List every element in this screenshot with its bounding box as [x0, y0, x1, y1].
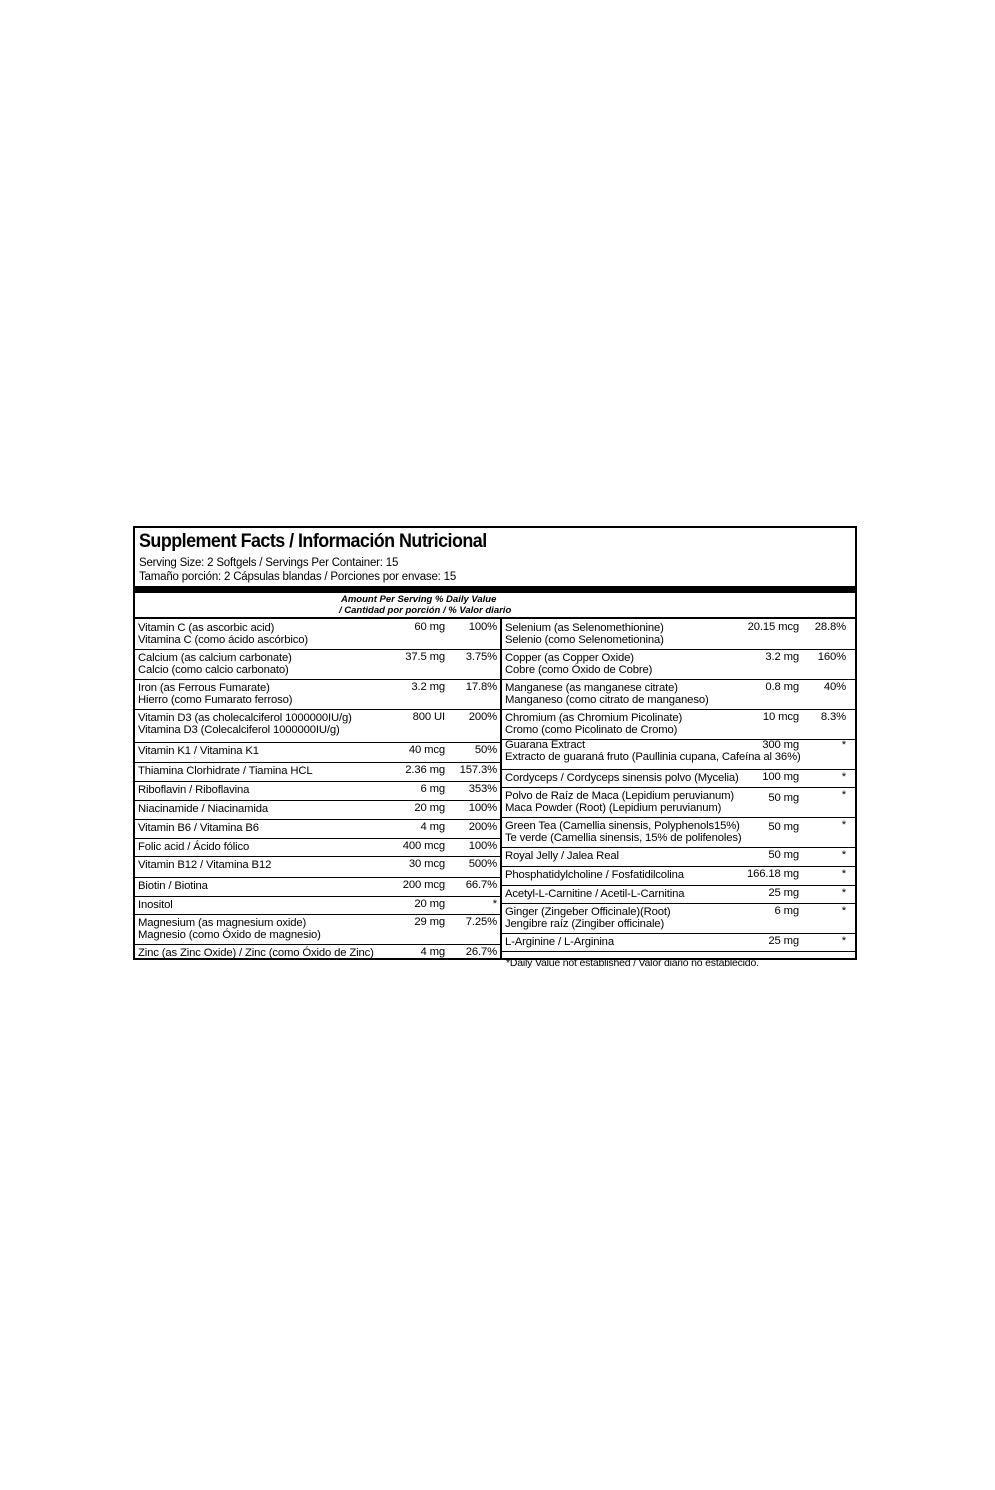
nutrient-amount: 800 UI	[412, 711, 445, 723]
nutrient-name: Ginger (Zingeber Officinale)(Root) Jengibre raíz (Zingiber officinale)	[505, 906, 671, 930]
nutrient-daily-value: 200%	[468, 711, 497, 723]
nutrient-row	[135, 877, 500, 897]
nutrient-row	[502, 933, 855, 952]
nutrient-row	[502, 769, 855, 788]
nutrient-row	[135, 709, 500, 743]
nutrient-name: Magnesium (as magnesium oxide) Magnesio (como Óxido de magnesio)	[138, 917, 321, 941]
thick-divider	[135, 586, 855, 593]
nutrient-name: Cordyceps / Cordyceps sinensis polvo (Mycelia)	[505, 772, 739, 784]
nutrient-amount: 20 mg	[414, 898, 445, 910]
nutrient-row	[135, 944, 500, 962]
nutrient-row	[135, 649, 500, 680]
nutrient-daily-value: *	[841, 887, 846, 899]
nutrient-row	[502, 903, 855, 934]
nutrient-amount: 25 mg	[768, 887, 799, 899]
nutrient-name: Guarana Extract Extracto de guaraná fruto (Paullinia cupana, Cafeína al 36%)	[505, 739, 801, 763]
nutrient-name: Zinc (as Zinc Oxide) / Zinc (como Óxido de Zinc)	[138, 947, 374, 959]
nutrient-name: Iron (as Ferrous Fumarate) Hierro (como Fumarato ferroso)	[138, 682, 293, 706]
nutrient-amount: 29 mg	[414, 916, 445, 928]
nutrient-daily-value: 7.25%	[465, 916, 497, 928]
nutrient-row	[502, 679, 855, 710]
nutrient-row	[135, 762, 500, 782]
nutrient-row	[502, 866, 855, 886]
nutrient-row	[502, 847, 855, 867]
nutrient-daily-value: 353%	[468, 783, 497, 795]
nutrient-name: Niacinamide / Niacinamida	[138, 803, 268, 815]
nutrient-amount: 6 mg	[420, 783, 445, 795]
nutrient-amount: 6 mg	[774, 905, 799, 917]
nutrient-daily-value: *	[841, 849, 846, 861]
nutrient-row	[135, 838, 500, 857]
nutrient-daily-value: 26.7%	[465, 946, 497, 958]
nutrient-daily-value: *	[492, 898, 497, 910]
nutrient-name: Chromium (as Chromium Picolinate) Cromo (como Picolinato de Cromo)	[505, 712, 683, 736]
nutrient-amount: 3.2 mg	[411, 681, 445, 693]
nutrient-amount: 40 mcg	[408, 744, 445, 756]
nutrient-daily-value: 28.8%	[814, 621, 846, 633]
supplement-facts-panel	[133, 526, 857, 969]
nutrient-row	[502, 739, 855, 770]
nutrient-daily-value: 3.75%	[465, 651, 497, 663]
nutrient-daily-value: 160%	[817, 651, 846, 663]
nutrient-row	[135, 819, 500, 839]
nutrient-name: Vitamin B12 / Vitamina B12	[138, 859, 272, 871]
nutrient-daily-value: 157.3%	[459, 764, 497, 776]
nutrient-name: Vitamin D3 (as cholecalciferol 1000000IU/g) Vitamina D3 (Colecalciferol 1000000IU/g)	[138, 712, 352, 736]
nutrient-name: Riboflavin / Riboflavina	[138, 784, 250, 796]
nutrient-name: Vitamin C (as ascorbic acid) Vitamina C (como ácido ascórbico)	[138, 622, 309, 646]
nutrient-daily-value: 100%	[468, 621, 497, 633]
nutrient-daily-value: *	[841, 868, 846, 880]
column-header-es: / Cantidad por porción / % Valor diario	[339, 605, 512, 616]
nutrient-name: Biotin / Biotina	[138, 880, 208, 892]
nutrient-name: Acetyl-L-Carnitine / Acetil-L-Carnitina	[505, 888, 685, 900]
nutrient-amount: 4 mg	[420, 821, 445, 833]
nutrient-amount: 20.15 mcg	[747, 621, 799, 633]
nutrient-row	[135, 914, 500, 945]
nutrient-daily-value: 8.3%	[820, 711, 846, 723]
nutrient-daily-value: 66.7%	[465, 879, 497, 891]
nutrient-row	[502, 885, 855, 904]
nutrient-daily-value: 200%	[468, 821, 497, 833]
nutrient-row	[135, 679, 500, 710]
nutrient-daily-value: *	[841, 819, 846, 831]
nutrient-amount: 20 mg	[414, 802, 445, 814]
nutrient-amount: 30 mcg	[408, 858, 445, 870]
nutrient-row	[135, 800, 500, 820]
nutrient-amount: 166.18 mg	[746, 868, 799, 880]
nutrient-row	[502, 787, 855, 818]
nutrient-daily-value: *	[841, 905, 846, 917]
nutrient-amount: 4 mg	[420, 946, 445, 958]
nutrient-name: Folic acid / Ácido fólico	[138, 841, 250, 853]
nutrient-amount: 300 mg	[762, 739, 799, 751]
nutrient-row	[502, 649, 855, 680]
nutrient-amount: 10 mcg	[762, 711, 799, 723]
nutrient-name: Manganese (as manganese citrate) Manganeso (como citrato de manganeso)	[505, 682, 709, 706]
nutrient-daily-value: 100%	[468, 802, 497, 814]
nutrient-daily-value: 40%	[823, 681, 846, 693]
footnote-row	[502, 951, 855, 969]
nutrient-row	[135, 742, 500, 763]
nutrient-daily-value: *	[841, 935, 846, 947]
nutrient-daily-value: 100%	[468, 840, 497, 852]
nutrient-name: Green Tea (Camellia sinensis, Polyphenols15%) Te verde (Camellia sinensis, 15% de polifenoles)	[505, 820, 742, 844]
nutrient-name: Copper (as Copper Oxide) Cobre (como Óxido de Cobre)	[505, 652, 653, 676]
nutrient-amount: 50 mg	[768, 821, 799, 833]
nutrient-row	[135, 619, 500, 650]
nutrient-amount: 2.36 mg	[405, 764, 445, 776]
nutrient-amount: 200 mcg	[402, 879, 445, 891]
nutrient-amount: 60 mg	[414, 621, 445, 633]
serving-size-es: Tamaño porción: 2 Cápsulas blandas / Porciones por envase: 15	[139, 571, 457, 583]
nutrient-amount: 0.8 mg	[765, 681, 799, 693]
nutrient-name: Calcium (as calcium carbonate) Calcio (como calcio carbonato)	[138, 652, 292, 676]
nutrient-name: Phosphatidylcholine / Fosfatidilcolina	[505, 869, 684, 881]
nutrient-amount: 100 mg	[762, 771, 799, 783]
nutrient-name: Thiamina Clorhidrate / Tiamina HCL	[138, 765, 313, 777]
nutrient-name: Royal Jelly / Jalea Real	[505, 850, 619, 862]
nutrient-name: Vitamin B6 / Vitamina B6	[138, 822, 259, 834]
nutrient-daily-value: 17.8%	[465, 681, 497, 693]
nutrient-name: Vitamin K1 / Vitamina K1	[138, 745, 259, 757]
nutrient-amount: 25 mg	[768, 935, 799, 947]
nutrient-daily-value: *	[841, 771, 846, 783]
nutrient-name: Polvo de Raíz de Maca (Lepidium peruvianum) Maca Powder (Root) (Lepidium peruvianum)	[505, 790, 735, 814]
nutrient-row	[502, 709, 855, 740]
nutrient-daily-value: *	[841, 789, 846, 801]
nutrient-amount: 400 mcg	[402, 840, 445, 852]
nutrient-row	[135, 856, 500, 878]
nutrient-row	[502, 817, 855, 848]
nutrient-daily-value: 50%	[474, 744, 497, 756]
nutrient-name: Selenium (as Selenomethionine) Selenio (como Selenometionina)	[505, 622, 664, 646]
daily-value-footnote: *Daily Value not established / Valor diario no establecido.	[506, 957, 759, 969]
nutrient-amount: 50 mg	[768, 849, 799, 861]
nutrient-row	[135, 781, 500, 801]
nutrient-daily-value: *	[841, 739, 846, 751]
nutrient-row	[502, 619, 855, 650]
nutrient-name: L-Arginine / L-Arginina	[505, 936, 614, 948]
nutrient-row	[135, 896, 500, 915]
nutrient-amount: 37.5 mg	[405, 651, 445, 663]
nutrient-amount: 50 mg	[768, 792, 799, 804]
nutrient-daily-value: 500%	[468, 858, 497, 870]
nutrient-amount: 3.2 mg	[765, 651, 799, 663]
panel-title: Supplement Facts / Información Nutricional	[139, 530, 487, 552]
nutrient-name: Inositol	[138, 899, 173, 911]
serving-size-en: Serving Size: 2 Softgels / Servings Per Container: 15	[139, 557, 399, 569]
column-header-en: Amount Per Serving % Daily Value	[341, 594, 497, 605]
